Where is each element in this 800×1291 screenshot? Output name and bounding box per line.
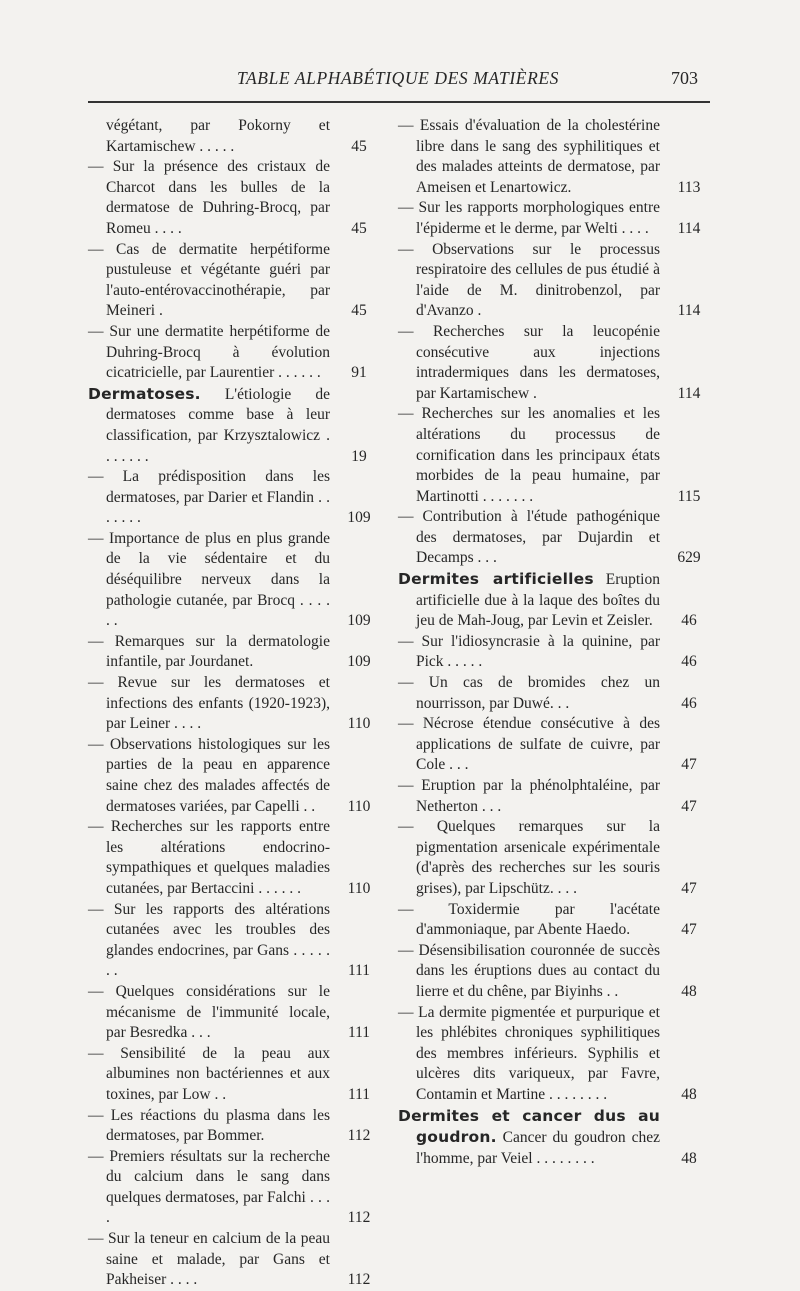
- entry-page-number: 45: [351, 302, 367, 320]
- entry-page-number: 109: [347, 653, 371, 671]
- index-entry: [88, 240, 380, 322]
- entry-text: — Cas de dermatite herpétiforme pustuleuse et végétante guéri par l'auto-entérovaccinothérapie, par Meineri .: [88, 240, 330, 320]
- entry-page-number: 45: [351, 137, 367, 155]
- entry-text: — Eruption par la phénolphtaléine, par Netherton . . .: [398, 777, 660, 815]
- index-entry: [398, 116, 710, 198]
- header-rule: [88, 101, 710, 103]
- index-entry: [88, 735, 380, 817]
- index-entry: [88, 982, 380, 1044]
- entry-text: — Sensibilité de la peau aux albumines non bactériennes et aux toxines, par Low . .: [88, 1044, 330, 1103]
- entry-text: — Essais d'évaluation de la cholestérine libre dans le sang des syphilitiques et des malades atteints de dermatose, par Ameisen et Lenartowicz.: [398, 117, 660, 196]
- entry-page-number: 114: [677, 219, 701, 237]
- entry-page-number: 114: [677, 302, 701, 320]
- index-entry: [88, 1106, 380, 1147]
- entry-text: — Quelques considérations sur le mécanisme de l'immunité locale, par Besredka . . .: [88, 982, 330, 1042]
- entry-page-number: 110: [347, 879, 371, 897]
- index-entry: [398, 404, 710, 507]
- entry-page-number: 45: [351, 219, 367, 237]
- entry-page-number: 46: [681, 694, 697, 712]
- index-entry: [88, 632, 380, 673]
- entry-text: — Sur la teneur en calcium de la peau saine et malade, par Gans et Pakheiser . . . .: [88, 1230, 330, 1289]
- page-number: 703: [671, 68, 698, 88]
- index-entry: [88, 322, 380, 384]
- entry-page-number: 115: [677, 487, 701, 505]
- entry-text: — Recherches sur les anomalies et les altérations du processus de cornification dans les principaux états morbides de la peau humaine, par Martinotti . . . . . . .: [398, 405, 660, 505]
- entry-text: — Les réactions du plasma dans les dermatoses, par Bommer.: [88, 1106, 330, 1145]
- entry-page-number: 47: [681, 797, 697, 815]
- entry-text: Cancer du goudron chez l'homme, par Veiel . . . . . . . .: [416, 1129, 660, 1167]
- index-heading: Dermites et cancer dus au goudron.: [398, 1106, 660, 1147]
- entry-page-number: 111: [347, 962, 371, 980]
- entry-page-number: 46: [681, 653, 697, 671]
- index-entry: [88, 467, 380, 529]
- entry-page-number: 47: [681, 879, 697, 897]
- entry-text: — Sur la présence des cristaux de Charcot dans les bulles de la dermatose de Duhring-Brocq, par Romeu . . . .: [88, 158, 330, 237]
- entry-page-number: 114: [677, 384, 701, 402]
- entry-page-number: 110: [347, 797, 371, 815]
- entry-text: — Un cas de bromides chez un nourrisson, par Duwé. . .: [398, 674, 660, 712]
- index-entry: [398, 240, 710, 322]
- index-entry: [88, 529, 380, 632]
- index-entry: [88, 384, 380, 467]
- index-entry: [88, 1147, 380, 1229]
- index-entry: [398, 1003, 710, 1106]
- index-entry: [88, 157, 380, 239]
- index-entry: [88, 116, 380, 157]
- index-entry: [88, 817, 380, 899]
- entry-page-number: 110: [347, 715, 371, 733]
- entry-text: — Nécrose étendue consécutive à des applications de sulfate de cuivre, par Cole . . .: [398, 715, 660, 774]
- entry-text: — Quelques remarques sur la pigmentation arsenicale expérimentale (d'après des recherches sur les souris grises), par Lipschütz. . . .: [398, 818, 660, 897]
- index-entry: [88, 673, 380, 735]
- entry-page-number: 47: [681, 756, 697, 774]
- index-entry: [398, 714, 710, 776]
- index-entry: [88, 900, 380, 982]
- entry-text: végétant, par Pokorny et Kartamischew . . . . .: [106, 117, 330, 155]
- entry-text: — Sur une dermatite herpétiforme de Duhring-Brocq à évolution cicatricielle, par Laurentier . . . . . .: [88, 322, 330, 382]
- index-entry: [398, 817, 710, 899]
- entry-text: — Recherches sur la leucopénie consécutive aux injections intradermiques dans les dermatoses, par Kartamischew .: [398, 322, 660, 402]
- index-entry: [88, 1044, 380, 1106]
- entry-page-number: 111: [347, 1085, 371, 1103]
- entry-page-number: 19: [351, 447, 367, 465]
- entry-page-number: 48: [681, 1149, 697, 1167]
- entry-page-number: 46: [681, 612, 697, 630]
- entry-text: — La prédisposition dans les dermatoses, par Darier et Flandin . . . . . . .: [88, 468, 330, 527]
- entry-page-number: 111: [347, 1024, 371, 1042]
- index-entry: [88, 1229, 380, 1291]
- entry-text: — Importance de plus en plus grande de la vie sédentaire et du déséquilibre nerveux dans la pathologie cutanée, par Brocq . . . . . .: [88, 529, 330, 630]
- entry-text: — Observations sur le processus respiratoire des cellules de pus étudié à l'aide de M. dinitrobenzol, par d'Avanzo .: [398, 240, 660, 320]
- index-entry: [398, 673, 710, 714]
- index-heading: Dermatoses.: [88, 384, 201, 403]
- entry-page-number: 109: [347, 509, 371, 527]
- entry-text: — Observations histologiques sur les parties de la peau en apparence saine chez des malades affectés de dermatoses variées, par Capelli . .: [88, 735, 330, 815]
- index-entry: [398, 632, 710, 673]
- entry-page-number: 91: [351, 364, 367, 382]
- entry-page-number: 113: [677, 178, 701, 196]
- right-column: [398, 116, 710, 1169]
- entry-text: — Recherches sur les rapports entre les altérations endocrino-sympathiques et quelques maladies cutanées, par Bertaccini . . . . . .: [88, 818, 330, 897]
- index-entry: [398, 569, 710, 632]
- index-entry: [398, 941, 710, 1003]
- entry-text: — Sur l'idiosyncrasie à la quinine, par Pick . . . . .: [398, 632, 660, 671]
- entry-text: L'étiologie de dermatoses comme base à leur classification, par Krzysztalowicz . . . . . . .: [106, 385, 330, 465]
- index-entry: [398, 198, 710, 239]
- entry-text: Eruption artificielle due à la laque des boîtes du jeu de Mah-Joug, par Levin et Zeisler.: [416, 571, 660, 630]
- entry-text: — Désensibilisation couronnée de succès dans les éruptions dues au contact du lierre et du chêne, par Biyinhs . .: [398, 941, 660, 1000]
- entry-text: — Toxidermie par l'acétate d'ammoniaque, par Abente Haedo.: [398, 900, 660, 939]
- running-title: TABLE ALPHABÉTIQUE DES MATIÈRES: [236, 68, 560, 88]
- entry-text: — Sur les rapports morphologiques entre l'épiderme et le derme, par Welti . . . .: [398, 199, 660, 237]
- entry-page-number: 48: [681, 982, 697, 1000]
- entry-page-number: 112: [347, 1271, 371, 1289]
- entry-page-number: 112: [347, 1209, 371, 1227]
- entry-text: — Premiers résultats sur la recherche du calcium dans le sang dans quelques dermatoses, par Falchi . . . .: [88, 1147, 330, 1227]
- entry-page-number: 47: [681, 921, 697, 939]
- entry-page-number: 109: [347, 612, 371, 630]
- left-column: [88, 116, 380, 1291]
- entry-page-number: 112: [347, 1127, 371, 1145]
- entry-page-number: 48: [681, 1085, 697, 1103]
- index-heading: Dermites artificielles: [398, 570, 594, 589]
- entry-text: — Revue sur les dermatoses et infections des enfants (1920-1923), par Leiner . . . .: [88, 674, 330, 733]
- index-entry: [398, 900, 710, 941]
- entry-text: — Sur les rapports des altérations cutanées avec les troubles des glandes endocrines, par Gans . . . . . . .: [88, 900, 330, 980]
- index-entry: [398, 776, 710, 817]
- index-entry: [398, 507, 710, 569]
- entry-text: — Remarques sur la dermatologie infantile, par Jourdanet.: [88, 632, 330, 671]
- entry-page-number: 629: [677, 549, 701, 567]
- index-entry: [398, 322, 710, 404]
- index-entry: [398, 1106, 710, 1170]
- page-header: [88, 66, 708, 104]
- entry-text: — La dermite pigmentée et purpurique et les phlébites chroniques syphilitiques des membres inférieurs. Syphilis et ulcères dits variqueux, par Favre, Contamin et Martine . . . . . . . .: [398, 1003, 660, 1103]
- entry-text: — Contribution à l'étude pathogénique des dermatoses, par Dujardin et Decamps . . .: [398, 508, 660, 567]
